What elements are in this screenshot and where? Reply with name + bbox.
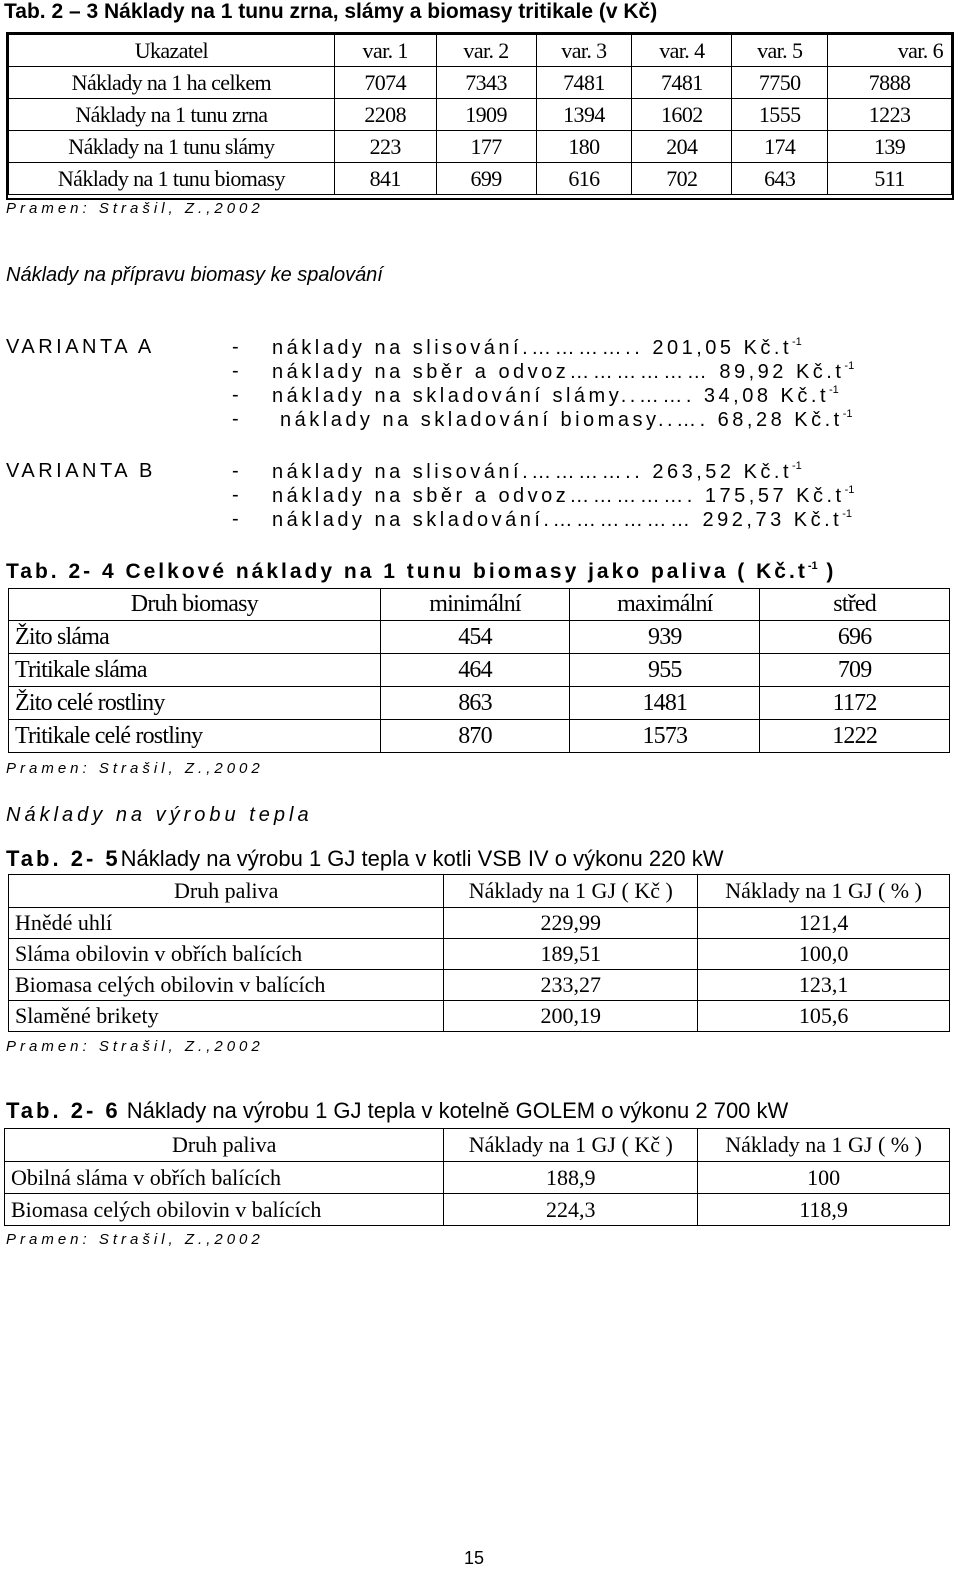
table-row	[9, 970, 950, 1001]
table-cell: 139	[828, 131, 952, 163]
tab26-source: Pramen: Strašil, Z.,2002	[6, 1231, 264, 1248]
variant-a-item-text: náklady na slisování.………….. 201,05 Kč.t	[272, 337, 793, 359]
tab24-header-row	[9, 589, 950, 621]
table-cell: Náklady na 1 tunu biomasy	[9, 163, 335, 195]
variant-a-dash: -	[232, 336, 243, 358]
variant-b-item-sup: -1	[844, 484, 855, 496]
variant-b-item	[272, 484, 854, 508]
table-cell: 121,4	[698, 908, 950, 939]
table-cell: 1394	[536, 99, 632, 131]
tab23-header-cell: var. 2	[436, 35, 536, 67]
tab26-caption-text: Náklady na výrobu 1 GJ tepla v kotelně GOLEM o výkonu 2 700 kW	[126, 1098, 789, 1123]
table-row	[9, 720, 950, 753]
table-cell: 955	[570, 654, 760, 687]
table-cell: 1909	[436, 99, 536, 131]
table-cell: 233,27	[444, 970, 698, 1001]
table-cell: 123,1	[698, 970, 950, 1001]
table-cell: 7343	[436, 67, 536, 99]
variant-b-item	[272, 508, 852, 532]
tab23-header-cell: Ukazatel	[9, 35, 335, 67]
table-cell: Náklady na 1 ha celkem	[9, 67, 335, 99]
tab26-header-cell: Druh paliva	[5, 1129, 444, 1162]
table-row	[9, 163, 952, 195]
table-cell: 7888	[828, 67, 952, 99]
tab25-caption	[6, 846, 723, 872]
tab23-header-row	[9, 35, 952, 67]
table-cell: 841	[334, 163, 436, 195]
variant-a-item	[280, 408, 853, 432]
tab26-table	[4, 1128, 950, 1226]
variant-b-label: VARIANTA B	[6, 460, 156, 482]
variant-a-item-sup: -1	[844, 360, 855, 372]
tab25-header-cell: Náklady na 1 GJ ( Kč )	[444, 875, 698, 908]
variant-b-item-sup: -1	[792, 460, 802, 472]
table-cell: 174	[732, 131, 828, 163]
table-cell: 1172	[760, 687, 950, 720]
page-number: 15	[464, 1548, 485, 1568]
tab25-header-cell: Druh paliva	[9, 875, 444, 908]
tab25-table	[8, 874, 950, 1032]
table-cell: 118,9	[698, 1194, 950, 1226]
variant-b-item-text: náklady na slisování.………….. 263,52 Kč.t	[272, 461, 793, 483]
table-cell: Hnědé uhlí	[9, 908, 444, 939]
table-cell: Slaměné brikety	[9, 1001, 444, 1032]
table-cell: 224,3	[444, 1194, 698, 1226]
table-cell: 454	[380, 621, 570, 654]
table-cell: Žito sláma	[9, 621, 381, 654]
table-row	[9, 131, 952, 163]
tab26-header-cell: Náklady na 1 GJ ( % )	[698, 1129, 950, 1162]
variant-b-dash: -	[232, 484, 243, 506]
table-cell: 1573	[570, 720, 760, 753]
tab24-caption-text: Tab. 2- 4 Celkové náklady na 1 tunu biomasy jako paliva ( Kč.t	[6, 560, 808, 583]
table-row	[9, 654, 950, 687]
table-cell: Žito celé rostliny	[9, 687, 381, 720]
variant-a-dash: -	[232, 360, 243, 382]
table-cell: 105,6	[698, 1001, 950, 1032]
table-cell: 7481	[536, 67, 632, 99]
table-cell: 223	[334, 131, 436, 163]
table-cell: Náklady na 1 tunu zrna	[9, 99, 335, 131]
table-cell: Tritikale sláma	[9, 654, 381, 687]
tab23-header-cell: var. 4	[632, 35, 732, 67]
table-cell: 1555	[732, 99, 828, 131]
table-row	[5, 1194, 950, 1226]
tab24-caption	[6, 560, 836, 584]
table-cell: 939	[570, 621, 760, 654]
tab23-header-cell: var. 3	[536, 35, 632, 67]
variant-b-dash: -	[232, 460, 243, 482]
table-cell: 699	[436, 163, 536, 195]
table-cell: 189,51	[444, 939, 698, 970]
table-cell: 696	[760, 621, 950, 654]
table-cell: 870	[380, 720, 570, 753]
tab25-caption-text: Náklady na výrobu 1 GJ tepla v kotli VSB IV o výkonu 220 kW	[120, 846, 724, 871]
table-cell: 1222	[760, 720, 950, 753]
table-cell: 1223	[828, 99, 952, 131]
table-cell: 200,19	[444, 1001, 698, 1032]
table-cell: 7750	[732, 67, 828, 99]
tab23-caption: Tab. 2 – 3 Náklady na 1 tunu zrna, slámy a biomasy tritikale (v Kč)	[4, 0, 658, 23]
table-cell: Obilná sláma v obřích balících	[5, 1162, 444, 1194]
table-cell: 702	[632, 163, 732, 195]
variant-a-item	[272, 360, 854, 384]
table-cell: 7074	[334, 67, 436, 99]
tab24-header-cell: Druh biomasy	[9, 589, 381, 621]
tab26-header-row	[5, 1129, 950, 1162]
table-row	[9, 908, 950, 939]
table-row	[9, 67, 952, 99]
tab25-caption-prefix: Tab. 2- 5	[6, 846, 121, 871]
table-cell: 100,0	[698, 939, 950, 970]
table-cell: Biomasa celých obilovin v balících	[9, 970, 444, 1001]
variant-a-item-sup: -1	[792, 336, 802, 348]
table-cell: 1602	[632, 99, 732, 131]
variant-b-item-text: náklady na sběr a odvoz……………. 175,57 Kč.t	[272, 485, 845, 507]
variant-b-item-sup: -1	[842, 508, 852, 520]
table-cell: 180	[536, 131, 632, 163]
tab24-caption-sup: -1	[807, 560, 818, 572]
table-cell: Tritikale celé rostliny	[9, 720, 381, 753]
table-cell: 709	[760, 654, 950, 687]
variant-a-item-text: náklady na sběr a odvoz……………… 89,92 Kč.t	[272, 361, 845, 383]
table-cell: 1481	[570, 687, 760, 720]
table-cell: 643	[732, 163, 828, 195]
tab24-header-cell: střed	[760, 589, 950, 621]
variant-b-item-text: náklady na skladování.……………… 292,73 Kč.t	[272, 509, 843, 531]
variant-a-item-sup: -1	[842, 408, 853, 420]
tab23-header-cell: var. 1	[334, 35, 436, 67]
table-cell: 229,99	[444, 908, 698, 939]
tab23-table	[6, 32, 954, 200]
variant-a-item-text: náklady na skladování slámy..……. 34,08 Kč.t	[272, 385, 829, 407]
table-cell: 511	[828, 163, 952, 195]
section-heading-heat: Náklady na výrobu tepla	[6, 804, 313, 826]
tab23-source: Pramen: Strašil, Z.,2002	[6, 200, 264, 217]
table-cell: 188,9	[444, 1162, 698, 1194]
variant-a-dash: -	[232, 408, 243, 430]
tab25-source: Pramen: Strašil, Z.,2002	[6, 1038, 264, 1055]
table-cell: 2208	[334, 99, 436, 131]
table-cell: 616	[536, 163, 632, 195]
table-cell: Biomasa celých obilovin v balících	[5, 1194, 444, 1226]
table-row	[9, 621, 950, 654]
table-cell: Náklady na 1 tunu slámy	[9, 131, 335, 163]
variant-a-dash: -	[232, 384, 243, 406]
tab25-header-cell: Náklady na 1 GJ ( % )	[698, 875, 950, 908]
table-cell: 204	[632, 131, 732, 163]
table-cell: Sláma obilovin v obřích balících	[9, 939, 444, 970]
table-row	[9, 687, 950, 720]
table-row	[5, 1162, 950, 1194]
table-cell: 177	[436, 131, 536, 163]
tab24-source: Pramen: Strašil, Z.,2002	[6, 760, 264, 777]
table-cell: 863	[380, 687, 570, 720]
table-row	[9, 99, 952, 131]
table-cell: 100	[698, 1162, 950, 1194]
table-row	[9, 939, 950, 970]
tab24-header-cell: maximální	[570, 589, 760, 621]
variant-a-label: VARIANTA A	[6, 336, 155, 358]
variant-a-item-text: náklady na skladování biomasy..…. 68,28 Kč.t	[280, 409, 843, 431]
table-row	[9, 1001, 950, 1032]
variant-a-item	[272, 384, 839, 408]
table-cell: 464	[380, 654, 570, 687]
tab23-header-cell: var. 6	[828, 35, 952, 67]
tab26-header-cell: Náklady na 1 GJ ( Kč )	[444, 1129, 698, 1162]
section-heading-preparation: Náklady na přípravu biomasy ke spalování	[6, 264, 383, 286]
tab26-caption-prefix: Tab. 2- 6	[6, 1098, 121, 1123]
tab23-header-cell: var. 5	[732, 35, 828, 67]
variant-a-item	[272, 336, 802, 360]
tab25-header-row	[9, 875, 950, 908]
tab26-caption	[6, 1098, 788, 1124]
variant-a-item-sup: -1	[829, 384, 839, 396]
tab24-table	[8, 588, 950, 753]
tab24-header-cell: minimální	[380, 589, 570, 621]
table-cell: 7481	[632, 67, 732, 99]
tab24-caption-end: )	[817, 560, 837, 583]
variant-b-item	[272, 460, 802, 484]
variant-b-dash: -	[232, 508, 243, 530]
